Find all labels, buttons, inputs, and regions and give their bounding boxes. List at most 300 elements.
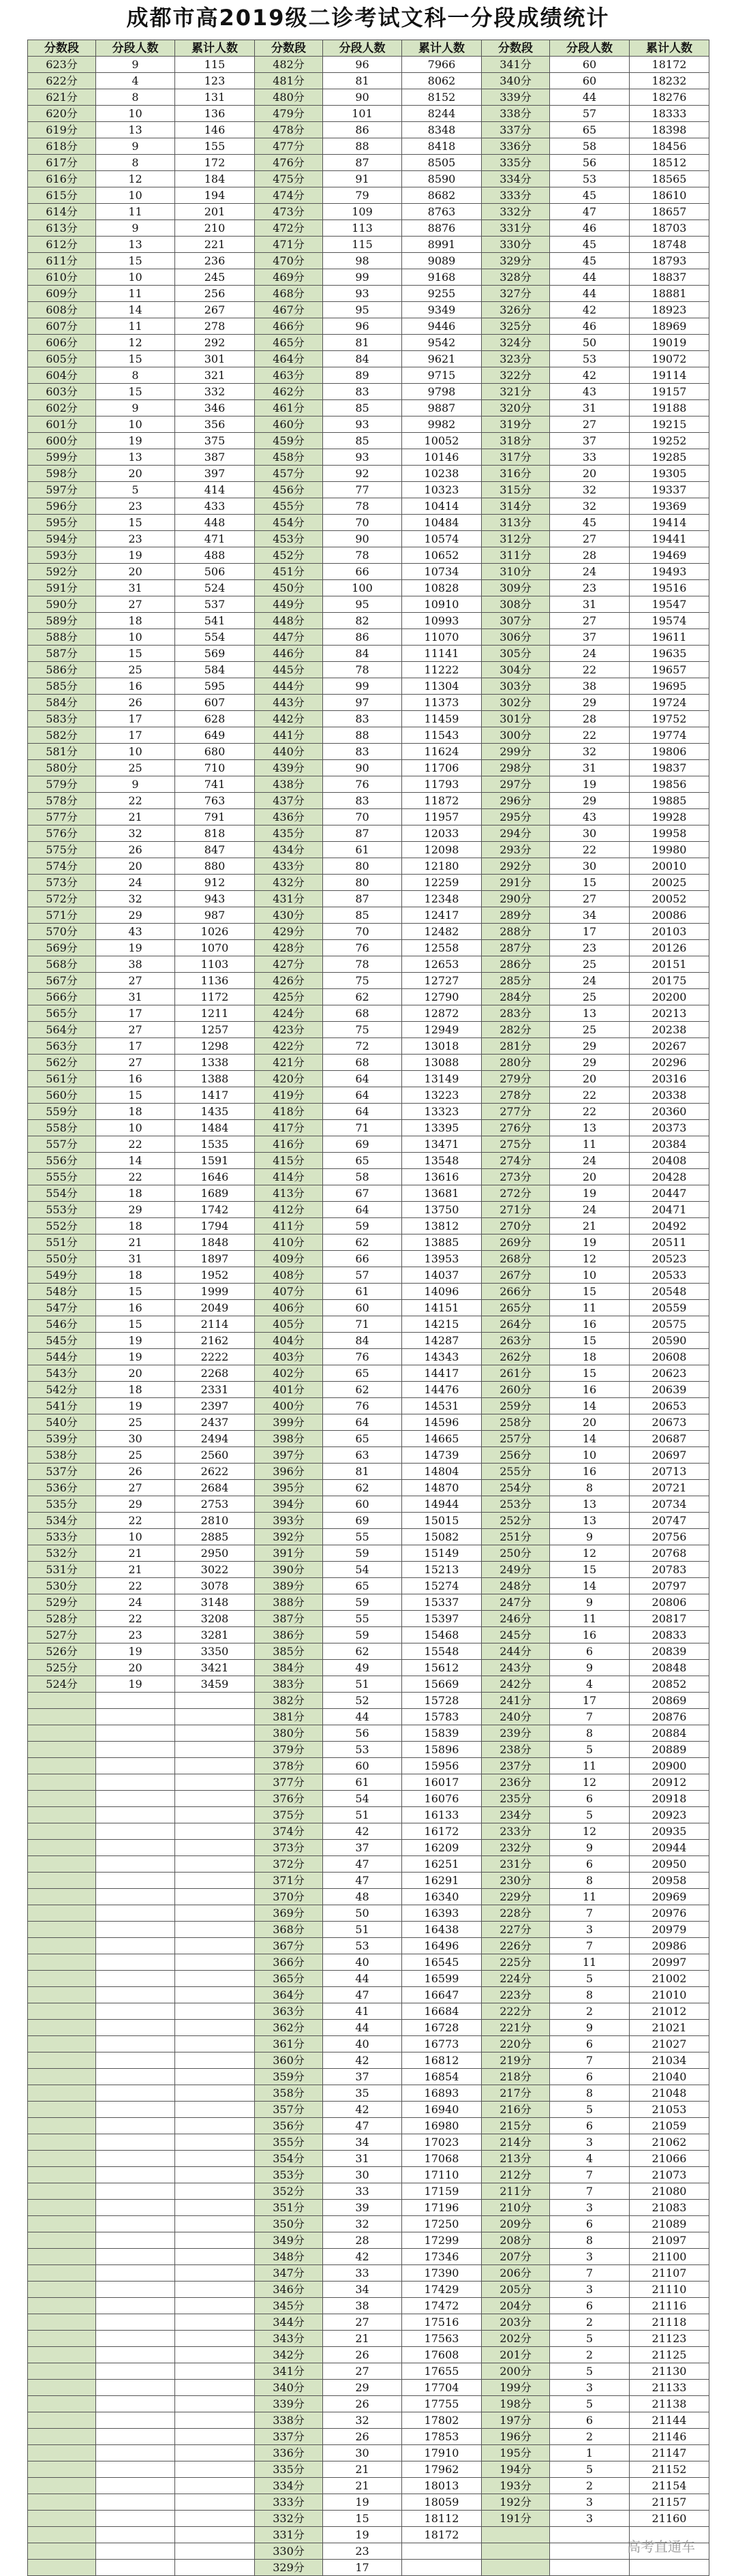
score-band-cell: 363分: [255, 2003, 323, 2020]
cumulative-count-cell: 172: [175, 155, 255, 171]
segment-count-cell: 79: [323, 187, 402, 204]
cumulative-count-cell: 15783: [402, 1709, 482, 1725]
score-band-cell: 232分: [482, 1840, 550, 1856]
segment-count-cell: 18: [96, 1267, 175, 1284]
segment-count-cell: 10: [96, 629, 175, 646]
score-band-cell: [482, 2560, 550, 2576]
cumulative-count-cell: 10734: [402, 564, 482, 580]
segment-count-cell: 19: [96, 1398, 175, 1414]
score-band-cell: [28, 2085, 96, 2102]
score-band-cell: 404分: [255, 1333, 323, 1349]
segment-count-cell: 22: [96, 1169, 175, 1185]
table-row: [28, 1725, 709, 1742]
score-band-cell: 440分: [255, 744, 323, 760]
score-band-cell: 239分: [482, 1725, 550, 1742]
cumulative-count-cell: 2222: [175, 1349, 255, 1365]
cumulative-count-cell: 710: [175, 760, 255, 776]
segment-count-cell: 25: [550, 956, 630, 973]
segment-count-cell: 16: [96, 1300, 175, 1316]
segment-count-cell: 83: [323, 744, 402, 760]
segment-count-cell: 23: [96, 1627, 175, 1643]
segment-count-cell: 10: [550, 1447, 630, 1464]
score-band-cell: 437分: [255, 793, 323, 809]
cumulative-count-cell: 16980: [402, 2118, 482, 2134]
cumulative-count-cell: 375: [175, 433, 255, 449]
segment-count-cell: 15: [96, 1284, 175, 1300]
segment-count-cell: 33: [323, 2265, 402, 2282]
segment-count-cell: 11: [550, 1954, 630, 1971]
score-band-cell: 322分: [482, 367, 550, 384]
table-row: [28, 335, 709, 351]
cumulative-count-cell: 20010: [630, 858, 709, 875]
segment-count-cell: 1: [550, 2445, 630, 2461]
segment-count-cell: [96, 2314, 175, 2331]
cumulative-count-cell: 19695: [630, 678, 709, 695]
score-band-cell: 575分: [28, 842, 96, 858]
segment-count-cell: 28: [323, 2232, 402, 2249]
cumulative-count-cell: 9089: [402, 253, 482, 269]
score-band-cell: 574分: [28, 858, 96, 875]
segment-count-cell: 23: [96, 531, 175, 547]
cumulative-count-cell: 20976: [630, 1905, 709, 1922]
score-band-cell: [28, 2118, 96, 2134]
cumulative-count-cell: 18512: [630, 155, 709, 171]
segment-count-cell: 53: [550, 351, 630, 367]
table-row: [28, 2200, 709, 2216]
table-row: [28, 2461, 709, 2478]
score-band-cell: 330分: [482, 237, 550, 253]
cumulative-count-cell: 245: [175, 269, 255, 286]
cumulative-count-cell: 13088: [402, 1055, 482, 1071]
segment-count-cell: 93: [323, 286, 402, 302]
segment-count-cell: [96, 2380, 175, 2396]
score-band-cell: 354分: [255, 2151, 323, 2167]
table-row: [28, 302, 709, 318]
score-band-cell: 568分: [28, 956, 96, 973]
score-band-cell: 335分: [255, 2461, 323, 2478]
cumulative-count-cell: 301: [175, 351, 255, 367]
cumulative-count-cell: 21107: [630, 2265, 709, 2282]
cumulative-count-cell: 17346: [402, 2249, 482, 2265]
cumulative-count-cell: 16291: [402, 1873, 482, 1889]
cumulative-count-cell: 15896: [402, 1742, 482, 1758]
score-band-cell: 318分: [482, 433, 550, 449]
segment-count-cell: 9: [550, 1529, 630, 1545]
segment-count-cell: 60: [323, 1496, 402, 1513]
score-band-cell: 335分: [482, 155, 550, 171]
score-band-cell: 459分: [255, 433, 323, 449]
cumulative-count-cell: 16940: [402, 2102, 482, 2118]
score-band-cell: [28, 2134, 96, 2151]
segment-count-cell: 29: [550, 1055, 630, 1071]
cumulative-count-cell: 18923: [630, 302, 709, 318]
segment-count-cell: 15: [550, 875, 630, 891]
segment-count-cell: 6: [550, 2412, 630, 2429]
score-band-cell: 586分: [28, 662, 96, 678]
table-row: [28, 106, 709, 122]
score-band-cell: 604分: [28, 367, 96, 384]
score-band-cell: 595分: [28, 515, 96, 531]
score-band-cell: 308分: [482, 596, 550, 613]
score-band-cell: [28, 2036, 96, 2052]
segment-count-cell: 80: [323, 858, 402, 875]
segment-count-cell: 34: [550, 907, 630, 924]
cumulative-count-cell: 10238: [402, 466, 482, 482]
segment-count-cell: 87: [323, 155, 402, 171]
segment-count-cell: 22: [96, 793, 175, 809]
table-row: [28, 2216, 709, 2232]
segment-count-cell: 62: [323, 1643, 402, 1660]
score-band-cell: 605分: [28, 351, 96, 367]
score-band-cell: 337分: [482, 122, 550, 138]
segment-count-cell: [96, 1971, 175, 1987]
cumulative-count-cell: 19337: [630, 482, 709, 498]
score-band-cell: 552分: [28, 1218, 96, 1234]
score-band-cell: [28, 1725, 96, 1742]
watermark-text: 高考直通车: [627, 2539, 695, 2555]
score-band-cell: 426分: [255, 973, 323, 989]
segment-count-cell: [96, 2069, 175, 2085]
segment-count-cell: 50: [323, 1905, 402, 1922]
segment-count-cell: 12: [550, 1774, 630, 1791]
segment-count-cell: 85: [323, 400, 402, 416]
segment-count-cell: [96, 2396, 175, 2412]
segment-count-cell: 13: [550, 1513, 630, 1529]
table-row: [28, 1218, 709, 1234]
score-band-cell: 233分: [482, 1823, 550, 1840]
score-band-cell: 543分: [28, 1365, 96, 1382]
table-row: [28, 760, 709, 776]
cumulative-count-cell: [402, 2560, 482, 2576]
cumulative-count-cell: 17910: [402, 2445, 482, 2461]
cumulative-count-cell: 21100: [630, 2249, 709, 2265]
segment-count-cell: 60: [323, 1300, 402, 1316]
table-row: [28, 122, 709, 138]
score-band-cell: 357分: [255, 2102, 323, 2118]
segment-count-cell: [96, 1693, 175, 1709]
segment-count-cell: 32: [550, 482, 630, 498]
segment-count-cell: 37: [323, 2069, 402, 2085]
cumulative-count-cell: 11957: [402, 809, 482, 825]
cumulative-count-cell: 20950: [630, 1856, 709, 1873]
score-table: [27, 40, 709, 2576]
cumulative-count-cell: 146: [175, 122, 255, 138]
score-band-cell: [28, 2380, 96, 2396]
table-row: [28, 57, 709, 73]
segment-count-cell: 5: [550, 1971, 630, 1987]
cumulative-count-cell: 20213: [630, 1005, 709, 1022]
table-row: [28, 580, 709, 596]
segment-count-cell: 42: [323, 2102, 402, 2118]
segment-count-cell: 21: [323, 2331, 402, 2347]
cumulative-count-cell: 10484: [402, 515, 482, 531]
cumulative-count-cell: [175, 2380, 255, 2396]
segment-count-cell: 15: [96, 1087, 175, 1104]
score-band-cell: 476分: [255, 155, 323, 171]
cumulative-count-cell: 20912: [630, 1774, 709, 1791]
cumulative-count-cell: 554: [175, 629, 255, 646]
cumulative-count-cell: 15468: [402, 1627, 482, 1643]
score-band-cell: 220分: [482, 2036, 550, 2052]
table-row: [28, 1022, 709, 1038]
score-band-cell: 313分: [482, 515, 550, 531]
cumulative-count-cell: 13812: [402, 1218, 482, 1234]
segment-count-cell: 2: [550, 2478, 630, 2494]
segment-count-cell: 37: [550, 433, 630, 449]
score-band-cell: 326分: [482, 302, 550, 318]
cumulative-count-cell: 13223: [402, 1087, 482, 1104]
segment-count-cell: 46: [550, 220, 630, 237]
segment-count-cell: 22: [550, 1104, 630, 1120]
table-row: [28, 367, 709, 384]
cumulative-count-cell: 16133: [402, 1807, 482, 1823]
score-band-cell: 444分: [255, 678, 323, 695]
score-band-cell: 218分: [482, 2069, 550, 2085]
score-band-cell: 410分: [255, 1234, 323, 1251]
cumulative-count-cell: 332: [175, 384, 255, 400]
segment-count-cell: 20: [96, 1365, 175, 1382]
score-band-cell: 241分: [482, 1693, 550, 1709]
cumulative-count-cell: 8244: [402, 106, 482, 122]
cumulative-count-cell: 20559: [630, 1300, 709, 1316]
table-row: [28, 907, 709, 924]
cumulative-count-cell: 2049: [175, 1300, 255, 1316]
cumulative-count-cell: 17110: [402, 2167, 482, 2183]
score-band-cell: 292分: [482, 858, 550, 875]
score-band-cell: 278分: [482, 1087, 550, 1104]
cumulative-count-cell: 356: [175, 416, 255, 433]
score-band-cell: 285分: [482, 973, 550, 989]
cumulative-count-cell: 21034: [630, 2052, 709, 2069]
table-row: [28, 89, 709, 106]
segment-count-cell: 16: [96, 1071, 175, 1087]
cumulative-count-cell: 12482: [402, 924, 482, 940]
score-band-cell: 463分: [255, 367, 323, 384]
segment-count-cell: 13: [96, 237, 175, 253]
cumulative-count-cell: 8505: [402, 155, 482, 171]
score-band-cell: 564分: [28, 1022, 96, 1038]
segment-count-cell: [96, 2298, 175, 2314]
score-band-cell: 436分: [255, 809, 323, 825]
segment-count-cell: 23: [550, 580, 630, 596]
table-row: [28, 2232, 709, 2249]
cumulative-count-cell: 17802: [402, 2412, 482, 2429]
score-band-cell: [28, 2265, 96, 2282]
score-band-cell: 398分: [255, 1431, 323, 1447]
table-row: [28, 2282, 709, 2298]
segment-count-cell: 44: [323, 1709, 402, 1725]
segment-count-cell: 84: [323, 646, 402, 662]
cumulative-count-cell: 17704: [402, 2380, 482, 2396]
cumulative-count-cell: [175, 2167, 255, 2183]
cumulative-count-cell: [175, 1889, 255, 1905]
segment-count-cell: 10: [550, 1267, 630, 1284]
segment-count-cell: 40: [323, 2036, 402, 2052]
table-row: [28, 2085, 709, 2102]
segment-count-cell: 96: [323, 318, 402, 335]
segment-count-cell: 26: [323, 2429, 402, 2445]
cumulative-count-cell: 131: [175, 89, 255, 106]
segment-count-cell: 65: [323, 1153, 402, 1169]
cumulative-count-cell: 19657: [630, 662, 709, 678]
segment-count-cell: 9: [96, 138, 175, 155]
score-band-cell: 477分: [255, 138, 323, 155]
score-band-cell: [28, 2314, 96, 2331]
cumulative-count-cell: [175, 2347, 255, 2363]
score-band-cell: 205分: [482, 2282, 550, 2298]
cumulative-count-cell: 18881: [630, 286, 709, 302]
cumulative-count-cell: [175, 1693, 255, 1709]
score-band-cell: [28, 1823, 96, 1840]
table-row: [28, 1153, 709, 1169]
cumulative-count-cell: 16251: [402, 1856, 482, 1873]
segment-count-cell: 25: [96, 662, 175, 678]
cumulative-count-cell: 20533: [630, 1267, 709, 1284]
cumulative-count-cell: 20639: [630, 1382, 709, 1398]
score-band-cell: 339分: [255, 2396, 323, 2412]
cumulative-count-cell: [175, 2478, 255, 2494]
cumulative-count-cell: 1435: [175, 1104, 255, 1120]
score-band-cell: 294分: [482, 825, 550, 842]
cumulative-count-cell: 20852: [630, 1676, 709, 1693]
score-band-cell: 228分: [482, 1905, 550, 1922]
segment-count-cell: 68: [323, 1055, 402, 1071]
header-segment-count: 分段人数: [96, 40, 175, 57]
score-band-cell: 594分: [28, 531, 96, 547]
cumulative-count-cell: 541: [175, 613, 255, 629]
segment-count-cell: 11: [550, 1758, 630, 1774]
cumulative-count-cell: 8418: [402, 138, 482, 155]
score-band-cell: 612分: [28, 237, 96, 253]
table-row: [28, 1464, 709, 1480]
score-band-cell: 566分: [28, 989, 96, 1005]
score-band-cell: 409分: [255, 1251, 323, 1267]
cumulative-count-cell: 21146: [630, 2429, 709, 2445]
score-band-cell: 616分: [28, 171, 96, 187]
score-band-cell: 534分: [28, 1513, 96, 1529]
cumulative-count-cell: 506: [175, 564, 255, 580]
score-band-cell: 557分: [28, 1136, 96, 1153]
cumulative-count-cell: 3459: [175, 1676, 255, 1693]
score-band-cell: 423分: [255, 1022, 323, 1038]
score-band-cell: 332分: [482, 204, 550, 220]
score-band-cell: 192分: [482, 2494, 550, 2511]
segment-count-cell: 26: [96, 842, 175, 858]
table-row: [28, 318, 709, 335]
segment-count-cell: 19: [323, 2494, 402, 2511]
segment-count-cell: [96, 2151, 175, 2167]
score-band-cell: 327分: [482, 286, 550, 302]
cumulative-count-cell: 19441: [630, 531, 709, 547]
score-band-cell: [28, 2461, 96, 2478]
segment-count-cell: 55: [323, 1529, 402, 1545]
cumulative-count-cell: 2950: [175, 1545, 255, 1562]
score-band-cell: 325分: [482, 318, 550, 335]
score-band-cell: 394分: [255, 1496, 323, 1513]
segment-count-cell: 6: [550, 1643, 630, 1660]
score-band-cell: [28, 1791, 96, 1807]
score-band-cell: [28, 1889, 96, 1905]
segment-count-cell: [96, 2282, 175, 2298]
segment-count-cell: 21: [96, 1234, 175, 1251]
segment-count-cell: 98: [323, 253, 402, 269]
score-band-cell: 249分: [482, 1562, 550, 1578]
cumulative-count-cell: 1388: [175, 1071, 255, 1087]
segment-count-cell: [550, 2527, 630, 2543]
segment-count-cell: 71: [323, 1316, 402, 1333]
score-band-cell: 546分: [28, 1316, 96, 1333]
cumulative-count-cell: 680: [175, 744, 255, 760]
table-row: [28, 73, 709, 89]
score-band-cell: 450分: [255, 580, 323, 596]
cumulative-count-cell: 17390: [402, 2265, 482, 2282]
score-band-cell: 283分: [482, 1005, 550, 1022]
cumulative-count-cell: [175, 2396, 255, 2412]
segment-count-cell: 11: [96, 204, 175, 220]
cumulative-count-cell: 20869: [630, 1693, 709, 1709]
segment-count-cell: 22: [96, 1578, 175, 1594]
segment-count-cell: [96, 1758, 175, 1774]
score-band-cell: [28, 2396, 96, 2412]
cumulative-count-cell: 13395: [402, 1120, 482, 1136]
table-row: [28, 1823, 709, 1840]
segment-count-cell: 24: [96, 875, 175, 891]
segment-count-cell: 27: [96, 1480, 175, 1496]
header-score-band: 分数段: [482, 40, 550, 57]
score-band-cell: 478分: [255, 122, 323, 138]
segment-count-cell: 47: [323, 1856, 402, 1873]
cumulative-count-cell: 1338: [175, 1055, 255, 1071]
score-band-cell: 295分: [482, 809, 550, 825]
score-band-cell: 191分: [482, 2511, 550, 2527]
cumulative-count-cell: 607: [175, 695, 255, 711]
segment-count-cell: 31: [96, 580, 175, 596]
score-band-cell: 401分: [255, 1382, 323, 1398]
segment-count-cell: 37: [550, 629, 630, 646]
table-row: [28, 466, 709, 482]
segment-count-cell: 64: [323, 1202, 402, 1218]
cumulative-count-cell: 15397: [402, 1611, 482, 1627]
cumulative-count-cell: 17755: [402, 2396, 482, 2412]
score-band-cell: 579分: [28, 776, 96, 793]
segment-count-cell: 62: [323, 1382, 402, 1398]
cumulative-count-cell: 1897: [175, 1251, 255, 1267]
score-band-cell: 347分: [255, 2265, 323, 2282]
cumulative-count-cell: [175, 1873, 255, 1889]
segment-count-cell: 12: [96, 335, 175, 351]
segment-count-cell: 2: [550, 2003, 630, 2020]
score-band-cell: 221分: [482, 2020, 550, 2036]
cumulative-count-cell: 20806: [630, 1594, 709, 1611]
segment-count-cell: 76: [323, 1398, 402, 1414]
score-band-cell: 334分: [482, 171, 550, 187]
cumulative-count-cell: 17429: [402, 2282, 482, 2298]
cumulative-count-cell: 397: [175, 466, 255, 482]
table-row: [28, 2102, 709, 2118]
cumulative-count-cell: 20316: [630, 1071, 709, 1087]
cumulative-count-cell: 16893: [402, 2085, 482, 2102]
segment-count-cell: 115: [323, 237, 402, 253]
score-band-cell: 310分: [482, 564, 550, 580]
table-row: [28, 613, 709, 629]
segment-count-cell: 81: [323, 73, 402, 89]
cumulative-count-cell: 3208: [175, 1611, 255, 1627]
table-row: [28, 1447, 709, 1464]
score-band-cell: 473分: [255, 204, 323, 220]
table-row: [28, 1922, 709, 1938]
score-band-cell: 267分: [482, 1267, 550, 1284]
table-row: [28, 1660, 709, 1676]
